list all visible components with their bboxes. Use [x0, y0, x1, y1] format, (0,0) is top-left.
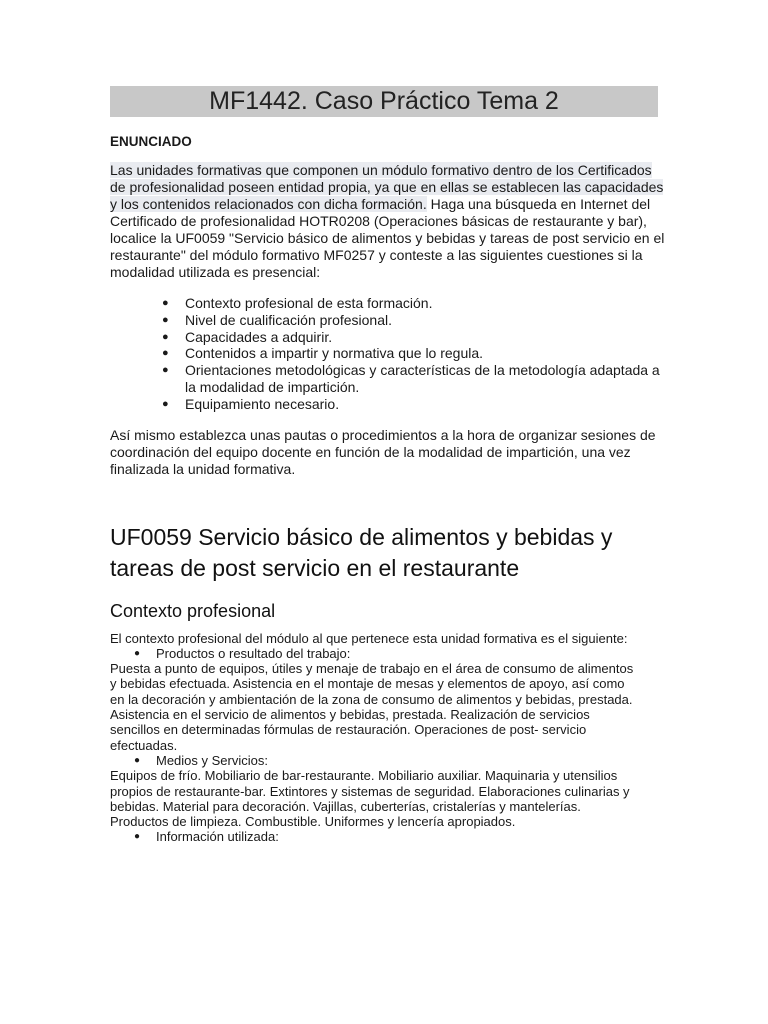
closing-paragraph: Así mismo establezca unas pautas o procedimientos a la hora de organizar sesiones de coordinación del equipo docente en función de la modalidad de impartición, una vez finalizada la unidad formativa.	[110, 426, 656, 477]
list-item: ● Capacidades a adquirir.	[162, 328, 333, 345]
bullet-icon: ●	[134, 754, 141, 766]
enunciado-body-text: Haga una búsqueda en Internet del Certificado de profesionalidad HOTR0208 (Operaciones básicas de restaurante y bar), localice la UF0059 "Servicio básico de alimentos y bebidas y tareas de post servicio en el restaurante" del módulo formativo MF0257 y conteste a las siguientes cuestiones si la modalidad utilizada es presencial:	[110, 196, 665, 280]
section-heading: Contexto profesional	[110, 600, 276, 621]
list-item: ● Contexto profesional de esta formación.	[162, 295, 433, 311]
list-item: ● Equipamiento necesario.	[162, 395, 340, 412]
list-item: ● Orientaciones metodológicas y características de la metodología adaptada a la modalidad de impartición.	[162, 362, 660, 395]
context-text: Equipos de frío. Mobiliario de bar-restaurante. Mobiliario auxiliar. Maquinaria y utensilios propios de restaurante-bar. Extintores y sistemas de seguridad. Elaboraciones culinarias y bebidas. Material para decoración. Vajillas, cuberterías, cristalerías y mantelerías. Productos de limpieza. Combustible. Uniformes y lencería apropiados.	[110, 768, 630, 830]
bullet-icon: ●	[162, 347, 169, 360]
context-bullet: ● Medios y Servicios:	[134, 752, 268, 768]
bullet-icon: ●	[162, 297, 169, 309]
enunciado-paragraph	[110, 162, 670, 281]
bullet-icon: ●	[162, 397, 169, 410]
page-title: MF1442. Caso Práctico Tema 2	[110, 86, 658, 117]
bullet-icon: ●	[162, 364, 169, 377]
document-page	[110, 86, 665, 845]
list-item: ● Contenidos a impartir y normativa que lo regula.	[162, 345, 484, 362]
enunciado-label: ENUNCIADO	[110, 134, 192, 149]
section-intro: El contexto profesional del módulo al que pertenece esta unidad formativa es el siguiente:	[110, 630, 628, 646]
context-bullet: ● Información utilizada:	[134, 829, 279, 845]
bullet-icon: ●	[134, 831, 141, 843]
list-item: ● Nivel de cualificación profesional.	[162, 311, 392, 328]
bullet-icon: ●	[162, 313, 169, 326]
context-bullet: ● Productos o resultado del trabajo:	[134, 645, 351, 661]
bullet-icon: ●	[162, 330, 169, 343]
highlighted-text: Las unidades formativas que componen un módulo formativo dentro de los Certificados de profesionalidad poseen entidad propia, ya que en ellas se establecen las capacidades y los contenidos relacionados con dicha formación.	[110, 162, 664, 212]
questions-list	[110, 295, 658, 413]
context-text: Puesta a punto de equipos, útiles y menaje de trabajo en el área de consumo de alimentos y bebidas efectuada. Asistencia en el montaje de mesas y elementos de apoyo, así como en la decoración y ambientación de la zona de consumo de alimentos y bebidas, prestada. Asistencia en el servicio de alimentos y bebidas, prestada. Realización de servicios sencillos en determinadas fórmulas de restauración. Operaciones de post- servicio efectuadas.	[110, 661, 634, 753]
bullet-icon: ●	[134, 647, 141, 659]
unit-title: UF0059 Servicio básico de alimentos y bebidas y tareas de post servicio en el restaurante	[110, 523, 613, 582]
